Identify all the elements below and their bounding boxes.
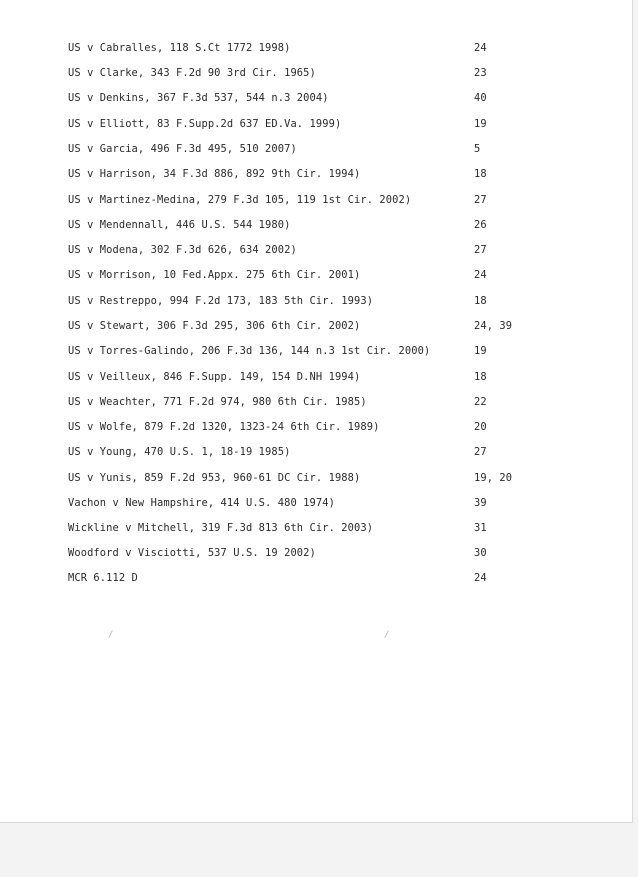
page-references: 27 xyxy=(474,194,487,206)
list-item xyxy=(68,320,608,336)
case-citation: US v Wolfe, 879 F.2d 1320, 1323-24 6th Cir. 1989) xyxy=(68,421,380,433)
case-citation: Woodford v Visciotti, 537 U.S. 19 2002) xyxy=(68,547,316,559)
case-citation: Wickline v Mitchell, 319 F.3d 813 6th Cir. 2003) xyxy=(68,522,374,534)
case-citation: US v Yunis, 859 F.2d 953, 960-61 DC Cir. 1988) xyxy=(68,472,361,484)
list-item xyxy=(68,269,608,285)
page-references: 26 xyxy=(474,219,487,231)
case-citation: US v Restreppo, 994 F.2d 173, 183 5th Cir. 1993) xyxy=(68,295,374,307)
page-references: 24 xyxy=(474,269,487,281)
case-citation: US v Weachter, 771 F.2d 974, 980 6th Cir. 1985) xyxy=(68,396,367,408)
list-item xyxy=(68,572,608,588)
list-item xyxy=(68,168,608,184)
list-item xyxy=(68,371,608,387)
case-citation: US v Mendennall, 446 U.S. 544 1980) xyxy=(68,219,291,231)
list-item xyxy=(68,143,608,159)
case-citation: MCR 6.112 D xyxy=(68,572,138,584)
list-item xyxy=(68,497,608,513)
case-citation: US v Harrison, 34 F.3d 886, 892 9th Cir. 1994) xyxy=(68,168,361,180)
case-citation: US v Martinez-Medina, 279 F.3d 105, 119 1st Cir. 2002) xyxy=(68,194,412,206)
case-citation: US v Morrison, 10 Fed.Appx. 275 6th Cir. 2001) xyxy=(68,269,361,281)
list-item xyxy=(68,244,608,260)
list-item xyxy=(68,219,608,235)
page-references: 31 xyxy=(474,522,487,534)
case-citation: US v Denkins, 367 F.3d 537, 544 n.3 2004) xyxy=(68,92,329,104)
list-item xyxy=(68,421,608,437)
page-references: 18 xyxy=(474,295,487,307)
scan-speck: / xyxy=(108,630,114,640)
list-item xyxy=(68,42,608,58)
list-item xyxy=(68,67,608,83)
scan-speck: / xyxy=(384,630,390,640)
case-citation: US v Garcia, 496 F.3d 495, 510 2007) xyxy=(68,143,297,155)
case-citation: US v Cabralles, 118 S.Ct 1772 1998) xyxy=(68,42,291,54)
list-item xyxy=(68,295,608,311)
page-references: 24 xyxy=(474,572,487,584)
page-references: 19, 20 xyxy=(474,472,513,484)
case-citation: US v Clarke, 343 F.2d 90 3rd Cir. 1965) xyxy=(68,67,316,79)
page-references: 24, 39 xyxy=(474,320,513,332)
list-item xyxy=(68,345,608,361)
case-citation: US v Modena, 302 F.3d 626, 634 2002) xyxy=(68,244,297,256)
page-references: 39 xyxy=(474,497,487,509)
case-citation: US v Stewart, 306 F.3d 295, 306 6th Cir. 2002) xyxy=(68,320,361,332)
page-references: 30 xyxy=(474,547,487,559)
page-references: 40 xyxy=(474,92,487,104)
list-item xyxy=(68,92,608,108)
page-references: 23 xyxy=(474,67,487,79)
page-references: 27 xyxy=(474,244,487,256)
case-citation: US v Torres-Galindo, 206 F.3d 136, 144 n.3 1st Cir. 2000) xyxy=(68,345,431,357)
page-references: 18 xyxy=(474,168,487,180)
list-item xyxy=(68,522,608,538)
page-references: 24 xyxy=(474,42,487,54)
page-references: 5 xyxy=(474,143,481,155)
list-item xyxy=(68,547,608,563)
page-references: 19 xyxy=(474,345,487,357)
list-item xyxy=(68,446,608,462)
list-item xyxy=(68,194,608,210)
page-references: 27 xyxy=(474,446,487,458)
page-references: 20 xyxy=(474,421,487,433)
list-item xyxy=(68,472,608,488)
list-item xyxy=(68,396,608,412)
case-citation: US v Young, 470 U.S. 1, 18-19 1985) xyxy=(68,446,291,458)
case-citation: Vachon v New Hampshire, 414 U.S. 480 1974) xyxy=(68,497,335,509)
page-references: 22 xyxy=(474,396,487,408)
case-citation: US v Veilleux, 846 F.Supp. 149, 154 D.NH 1994) xyxy=(68,371,361,383)
page-references: 19 xyxy=(474,118,487,130)
case-citation: US v Elliott, 83 F.Supp.2d 637 ED.Va. 1999) xyxy=(68,118,342,130)
list-item xyxy=(68,118,608,134)
page-references: 18 xyxy=(474,371,487,383)
